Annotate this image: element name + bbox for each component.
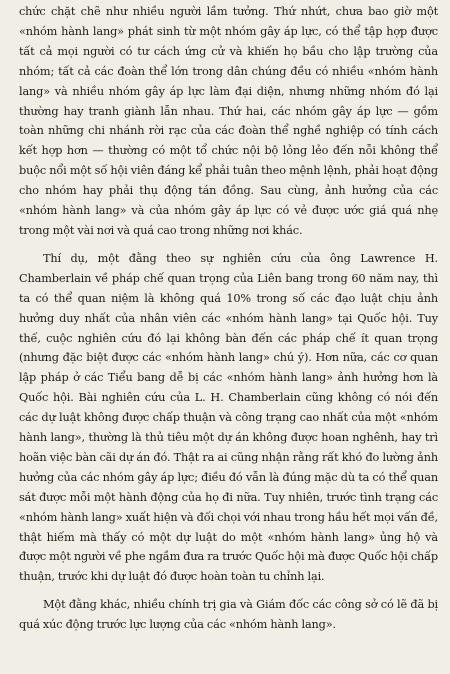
- paragraph-gap: [19, 587, 438, 595]
- paragraph-gap: [19, 241, 438, 249]
- paragraph-example: Thí dụ, một đằng theo sự nghiên cứu của ông Lawrence H. Chamberlain về pháp chế quan trọng của Liên bang trong 60 năm nay, thì ta có thể quan niệm là không quá 10% trong số các đạo luật chịu ảnh hưởng duy nhất của nhân viên các «nhóm hành lang» tại Quốc hội. Tuy thế, cuộc nghiên cứu đó lại không bàn đến các pháp chế ít quan trọng (nhưng đặc biệt được các «nhóm hành lang» chú ý). Hơn nữa, các cơ quan lập pháp ở các Tiểu bang dễ bị các «nhóm hành lang» ảnh hưởng hơn là Quốc hội. Bài nghiên cứu của L. H. Chamberlain cũng không có nói đến các dự luật không được chấp thuận và công trạng cao nhất của một «nhóm hành lang», thường là thủ tiêu một dự án không được hoan nghênh, hay trì hoãn việc bàn cãi dự án đó. Thật ra ai cũng nhận rằng rất khó đo lường ảnh hưởng của các nhóm gây áp lực; điều đó vẫn là đúng mặc dù ta có thể quan sát được mỗi một hành động của họ đi nữa. Tuy nhiên, trước tình trạng các «nhóm hành lang» xuất hiện và đối chọi với nhau trong hầu hết mọi vấn đề, thật hiếm mà thấy có một dự luật do một «nhóm hành lang» ủng hộ và được một người về phe ngầm đưa ra trước Quốc hội mà được Quốc hội chấp thuận, trước khi dự luật đó được hoàn toàn tu chỉnh lại.: [19, 251, 438, 584]
- paragraph-closing: Một đằng khác, nhiều chính trị gia và Giám đốc các công sở có lẽ đã bị quá xúc động trước lực lượng của các «nhóm hành lang».: [19, 598, 438, 632]
- paragraph-continuation: chức chặt chẽ như nhiều người lầm tưởng. Thứ nhứt, chưa bao giờ một «nhóm hành lang» phát sinh từ một nhóm gây áp lực, có thể tập hợp được tất cả mọi người có tư cách ứng cử và khiến họ bầu cho lập trường của nhóm; tất cả các đoàn thể lớn trong dân chúng đều có nhiều «nhóm hành lang» và nhiều nhóm gây áp lực làm đại diện, nhưng những nhóm đó lại thường hay tranh giành lẫn nhau. Thứ hai, các nhóm gây áp lực — gồm toàn những chi nhánh rời rạc của các đoàn thể nghề nghiệp có tính cách kết hợp hơn — thường có một tổ chức nội bộ lỏng lẻo đến nỗi không thể buộc nổi một số hội viên đáng kể phải tuân theo mệnh lệnh, phải hoạt động cho nhóm hay phải thụ động tán đồng. Sau cùng, ảnh hưởng của các «nhóm hành lang» và của nhóm gây áp lực có vẻ được ước giá quá nhẹ trong một vài nơi và quá cao trong những nơi khác.: [19, 5, 438, 237]
